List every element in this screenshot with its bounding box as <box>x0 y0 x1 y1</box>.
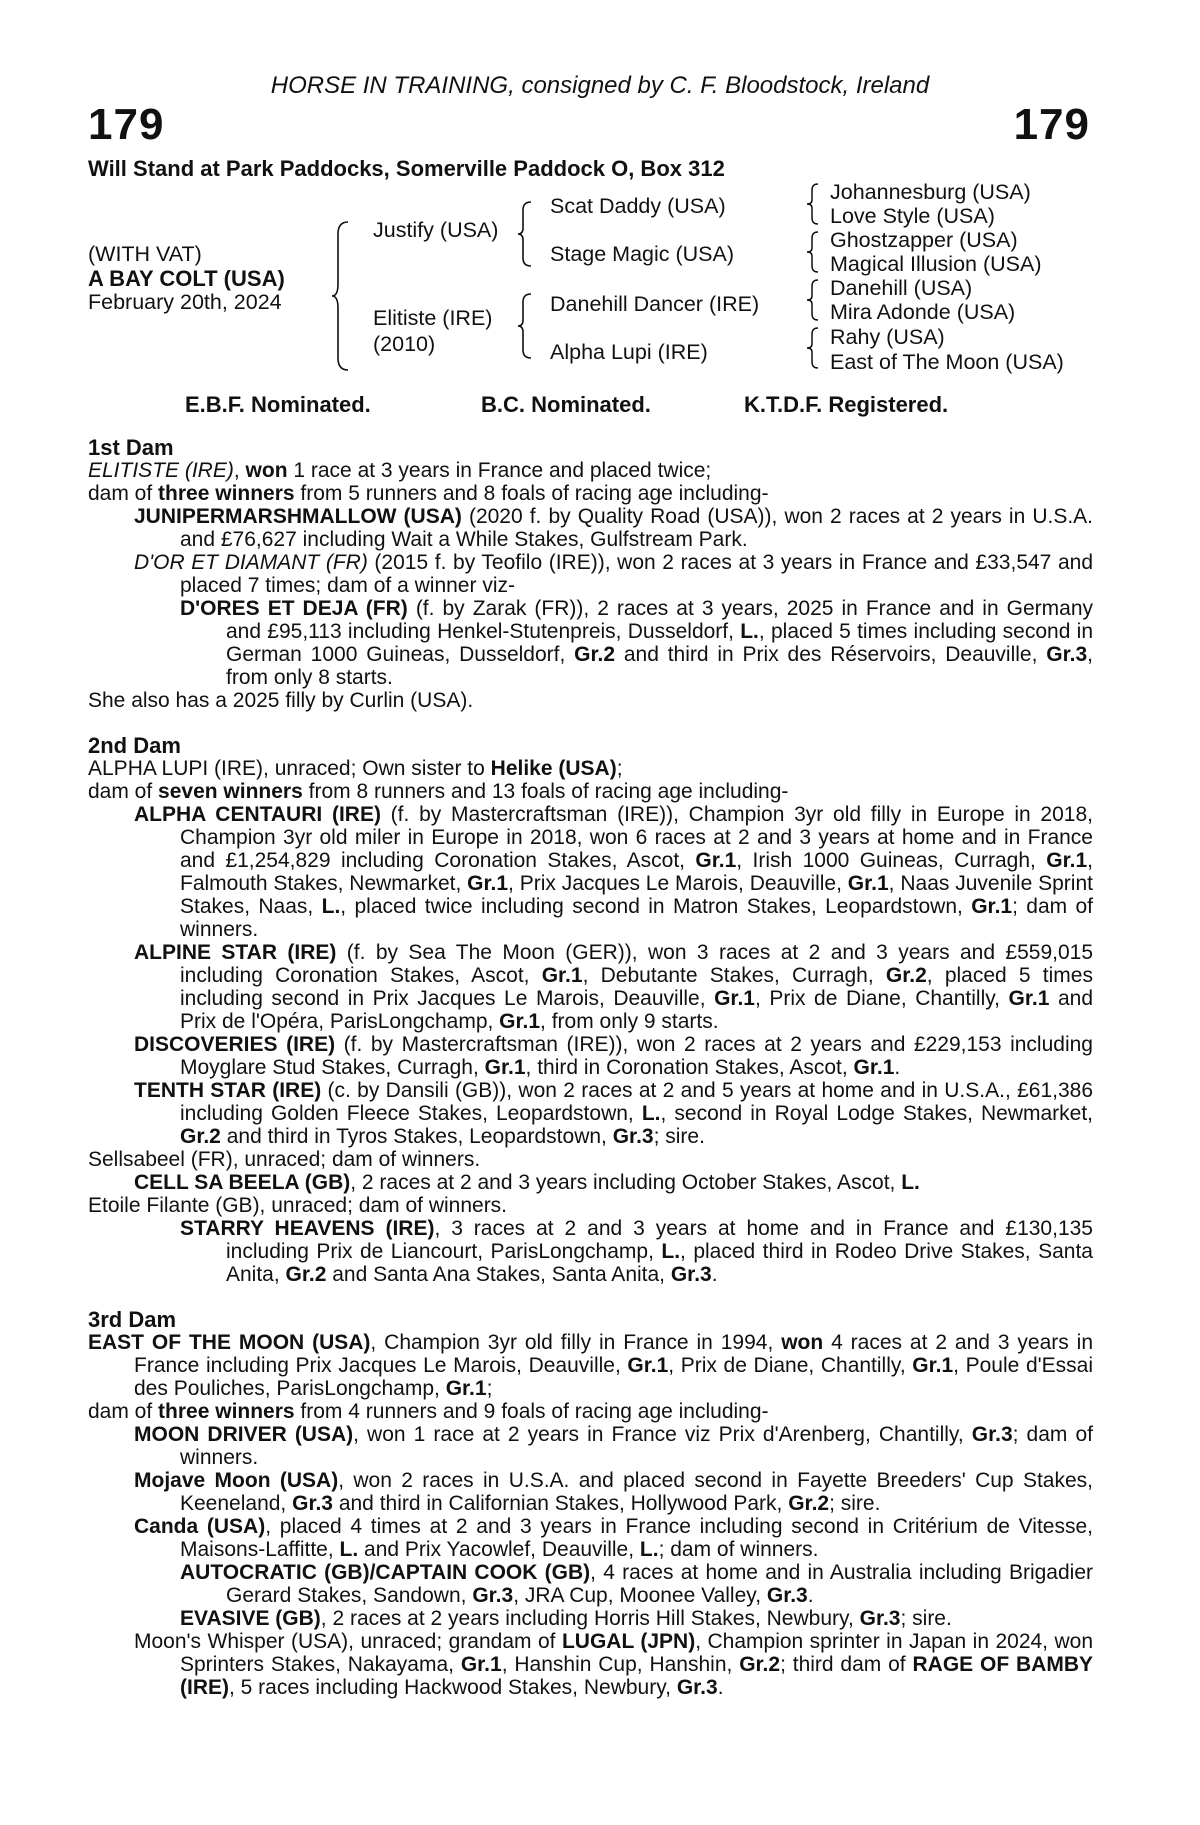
brace-subject <box>330 220 352 372</box>
stand-location: Will Stand at Park Paddocks, Somerville Paddock O, Box 312 <box>88 156 725 181</box>
vat-label: (WITH VAT) <box>88 242 202 266</box>
brace-sd <box>805 230 821 274</box>
produce-entry: JUNIPERMARSHMALLOW (USA) (2020 f. by Quality Road (USA)), won 2 races at 2 years in U.S.A. and £76,627 including Wait a While Stakes, Gulfstream Park. <box>134 505 1094 551</box>
first-dam-produce-summary: dam of three winners from 5 runners and 8 foals of racing age including- <box>88 482 769 505</box>
produce-entry: Moon's Whisper (USA), unraced; grandam of LUGAL (JPN), Champion sprinter in Japan in 2024, won Sprinters Stakes, Nakayama, Gr.1, Hanshin Cup, Hanshin, Gr.2; third dam of RAGE OF BAMBY (IRE), 5 races including Hackwood Stakes, Newbury, Gr.3. <box>134 1630 1094 1699</box>
lot-number-right: 179 <box>1013 100 1090 149</box>
third-dam-line: EAST OF THE MOON (USA), Champion 3yr old filly in France in 1994, won 4 races at 2 and 3 years in France including Prix Jacques Le Marois, Deauville, Gr.1, Prix de Diane, Chantilly, Gr.1, Poule d'Essai des Pouliches, ParisLongchamp, Gr.1; <box>88 1331 1093 1400</box>
sire-dam-sire: Ghostzapper (USA) <box>830 228 1018 252</box>
sire-dam-dam: Magical Illusion (USA) <box>830 252 1042 276</box>
third-dam-produce-summary: dam of three winners from 4 runners and 9 foals of racing age including- <box>88 1400 769 1423</box>
sire-dam: Stage Magic (USA) <box>550 242 735 266</box>
first-dam-closing: She also has a 2025 filly by Curlin (USA). <box>88 689 474 712</box>
brace-ss <box>805 182 821 226</box>
second-dam-heading: 2nd Dam <box>88 733 181 758</box>
brace-ds <box>805 278 821 322</box>
foaling-date: February 20th, 2024 <box>88 290 282 314</box>
first-dam-line: ELITISTE (IRE), won 1 race at 3 years in France and placed twice; <box>88 459 712 482</box>
dam-sire-dam: Mira Adonde (USA) <box>830 300 1016 324</box>
produce-entry: ALPINE STAR (IRE) (f. by Sea The Moon (GER)), won 3 races at 2 and 3 years and £559,015 including Coronation Stakes, Ascot, Gr.1, Debutante Stakes, Curragh, Gr.2, placed 5 times including second in Prix Jacques Le Marois, Deauville, Gr.1, Prix de Diane, Chantilly, Gr.1 and Prix de l'Opéra, ParisLongchamp, Gr.1, from only 9 starts. <box>134 941 1094 1033</box>
sire-sire-sire: Johannesburg (USA) <box>830 180 1031 204</box>
brace-dam <box>516 292 534 360</box>
dam-dam: Alpha Lupi (IRE) <box>550 340 708 364</box>
produce-entry: TENTH STAR (IRE) (c. by Dansili (GB)), won 2 races at 2 and 5 years at home and in U.S.A., £61,386 including Golden Fleece Stakes, Leopardstown, L., second in Royal Lodge Stakes, Newmarket, Gr.2 and third in Tyros Stakes, Leopardstown, Gr.3; sire. <box>134 1079 1094 1148</box>
brace-dd <box>805 326 821 370</box>
produce-entry: ALPHA CENTAURI (IRE) (f. by Mastercraftsman (IRE)), Champion 3yr old filly in Europe in 2018, Champion 3yr old miler in Europe in 2018, won 6 races at 2 and 3 years at home and in France and £1,254,829 including Coronation Stakes, Ascot, Gr.1, Irish 1000 Guineas, Curragh, Gr.1, Falmouth Stakes, Newmarket, Gr.1, Prix Jacques Le Marois, Deauville, Gr.1, Naas Juvenile Sprint Stakes, Naas, L., placed twice including second in Matron Stakes, Leopardstown, Gr.1; dam of winners. <box>134 803 1094 941</box>
dam-sire: Danehill Dancer (IRE) <box>550 292 760 316</box>
sire-sire-dam: Love Style (USA) <box>830 204 995 228</box>
produce-entry: CELL SA BEELA (GB), 2 races at 2 and 3 years including October Stakes, Ascot, L. <box>134 1171 920 1194</box>
pedigree-chart <box>0 180 1200 390</box>
brace-sire <box>516 200 534 268</box>
first-dam-heading: 1st Dam <box>88 435 174 460</box>
produce-record <box>88 436 1093 1699</box>
produce-entry: Canda (USA), placed 4 times at 2 and 3 years in France including second in Critérium de Vitesse, Maisons-Laffitte, L. and Prix Yacowlef, Deauville, L.; dam of winners. <box>134 1515 1093 1561</box>
produce-entry: DISCOVERIES (IRE) (f. by Mastercraftsman (IRE)), won 2 races at 2 years and £229,153 including Moyglare Stud Stakes, Curragh, Gr.1, third in Coronation Stakes, Ascot, Gr.1. <box>134 1033 1093 1079</box>
produce-entry: Mojave Moon (USA), won 2 races in U.S.A. and placed second in Fayette Breeders' Cup Stakes, Keeneland, Gr.3 and third in Californian Stakes, Hollywood Park, Gr.2; sire. <box>134 1469 1093 1515</box>
consignor-line: HORSE IN TRAINING, consigned by C. F. Bloodstock, Ireland <box>270 72 930 99</box>
bc-nomination: B.C. Nominated. <box>481 392 651 417</box>
ebf-nomination: E.B.F. Nominated. <box>185 392 371 417</box>
second-dam-produce-summary: dam of seven winners from 8 runners and 13 foals of racing age including- <box>88 780 789 803</box>
dam-sire-sire: Danehill (USA) <box>830 276 973 300</box>
sire-sire: Scat Daddy (USA) <box>550 194 726 218</box>
third-dam-heading: 3rd Dam <box>88 1307 177 1332</box>
produce-entry: D'OR ET DIAMANT (FR) (2015 f. by Teofilo (IRE)), won 2 races at 3 years in France and £33,547 and placed 7 times; dam of a winner viz- <box>134 551 1093 597</box>
dam-dam-dam: East of The Moon (USA) <box>830 350 1064 374</box>
produce-entry: Sellsabeel (FR), unraced; dam of winners. <box>88 1148 481 1171</box>
dam: Elitiste (IRE) <box>373 306 493 330</box>
dam-dam-sire: Rahy (USA) <box>830 325 945 349</box>
dam-year: (2010) <box>373 332 436 356</box>
ktdf-registration: K.T.D.F. Registered. <box>744 392 949 417</box>
lot-subject: A BAY COLT (USA) <box>88 266 285 291</box>
produce-entry: EVASIVE (GB), 2 races at 2 years including Horris Hill Stakes, Newbury, Gr.3; sire. <box>180 1607 952 1630</box>
produce-entry: STARRY HEAVENS (IRE), 3 races at 2 and 3 years at home and in France and £130,135 including Prix de Liancourt, ParisLongchamp, L., placed third in Rodeo Drive Stakes, Santa Anita, Gr.2 and Santa Ana Stakes, Santa Anita, Gr.3. <box>180 1217 1093 1286</box>
produce-entry: D'ORES ET DEJA (FR) (f. by Zarak (FR)), 2 races at 3 years, 2025 in France and in Germany and £95,113 including Henkel-Stutenpreis, Dusseldorf, L., placed 5 times including second in German 1000 Guineas, Dusseldorf, Gr.2 and third in Prix des Réservoirs, Deauville, Gr.3, from only 8 starts. <box>180 597 1094 689</box>
produce-entry: Etoile Filante (GB), unraced; dam of winners. <box>88 1194 508 1217</box>
lot-number-left: 179 <box>88 100 165 149</box>
produce-entry: AUTOCRATIC (GB)/CAPTAIN COOK (GB), 4 races at home and in Australia including Brigadier Gerard Stakes, Sandown, Gr.3, JRA Cup, Moonee Valley, Gr.3. <box>180 1561 1093 1607</box>
sire: Justify (USA) <box>373 218 499 242</box>
second-dam-line: ALPHA LUPI (IRE), unraced; Own sister to Helike (USA); <box>88 757 623 780</box>
produce-entry: MOON DRIVER (USA), won 1 race at 2 years in France viz Prix d'Arenberg, Chantilly, Gr.3; dam of winners. <box>134 1423 1093 1469</box>
